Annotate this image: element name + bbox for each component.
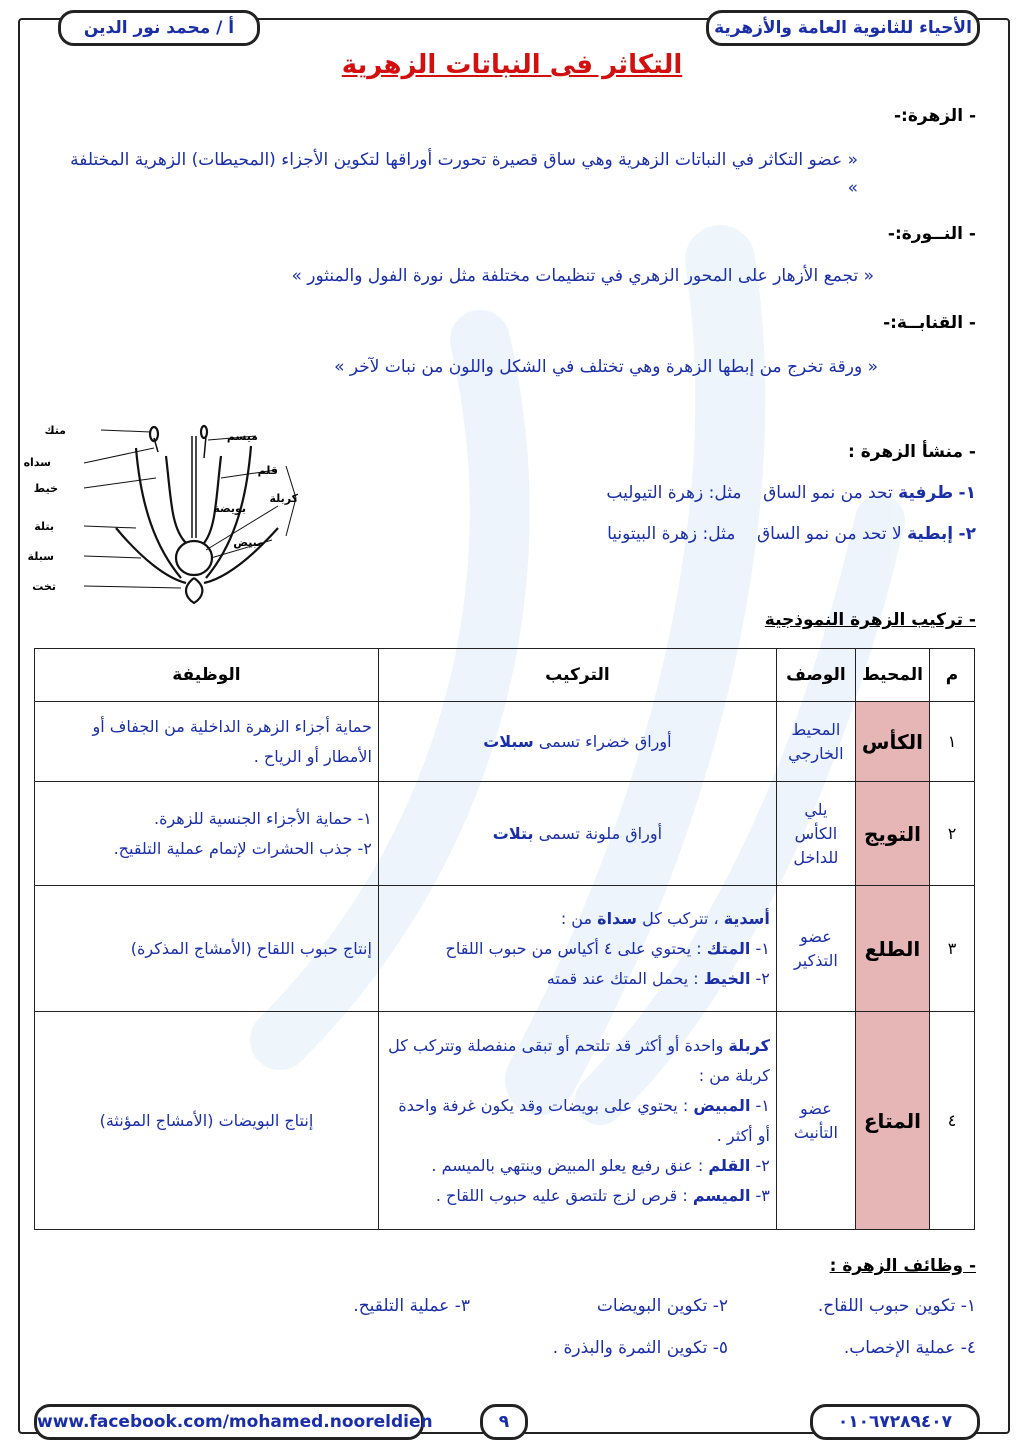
whorl-description: عضو التذكير bbox=[776, 886, 855, 1012]
col-function: الوظيفة bbox=[35, 649, 379, 702]
whorl-description: يلي الكأس للداخل bbox=[776, 782, 855, 886]
footer-page-number: ٩ bbox=[480, 1404, 528, 1440]
label-filament: خيط bbox=[33, 482, 58, 495]
col-description: الوصف bbox=[776, 649, 855, 702]
flower-heading: - الزهرة:- bbox=[893, 106, 976, 126]
header-subject-label: الأحياء للثانوية العامة والأزهرية bbox=[706, 10, 980, 46]
whorl-structure: أوراق ملونة تسمى بتلات bbox=[378, 782, 776, 886]
function-item: ٤- عملية الإخصاب. bbox=[843, 1338, 976, 1358]
footer-facebook-link[interactable]: www.facebook.com/mohamed.nooreldien bbox=[34, 1404, 424, 1440]
label-stigma: ميسم bbox=[226, 430, 258, 443]
structure-heading: - تركيب الزهرة النموذجية bbox=[764, 610, 976, 630]
table-row bbox=[35, 702, 975, 782]
label-anther: متك bbox=[44, 424, 66, 437]
label-carpel: كربلة bbox=[269, 492, 298, 505]
whorl-function: إنتاج حبوب اللقاح (الأمشاج المذكرة) bbox=[35, 886, 379, 1012]
functions-heading: - وظائف الزهرة : bbox=[829, 1256, 976, 1276]
col-number: م bbox=[930, 649, 975, 702]
table-row bbox=[35, 886, 975, 1012]
flower-diagram bbox=[23, 418, 336, 608]
page-title: التكاثر فى النباتات الزهرية bbox=[341, 50, 683, 80]
inflorescence-definition: « تجمع الأزهار على المحور الزهري في تنظيمات مختلفة مثل نورة الفول والمنثور » bbox=[291, 266, 874, 286]
whorl-name: التويج bbox=[855, 782, 929, 886]
whorl-description: عضو التأنيث bbox=[776, 1012, 855, 1230]
whorl-structure: كربلة واحدة أو أكثر قد تلتحم أو تبقى منفصلة وتتركب كل كربلة من : ١- المبيض : يحتوي على بويضات وقد يكون غرفة واحدة أو أكثر . ٢- القلم : عنق رفيع يعلو المبيض وينتهي بالميسم . ٣- الميسم : قرص لزج تلتصق عليه حبوب اللقاح . bbox=[378, 1012, 776, 1230]
origin-item-axillary: ٢- إبطية لا تحد من نمو الساق مثل: زهرة البيتونيا bbox=[607, 524, 976, 544]
bract-heading: - القنابــة:- bbox=[883, 313, 976, 333]
function-item: ٥- تكوين الثمرة والبذرة . bbox=[552, 1338, 728, 1358]
row-number: ٢ bbox=[930, 782, 975, 886]
whorl-name: المتاع bbox=[855, 1012, 929, 1230]
row-number: ١ bbox=[930, 702, 975, 782]
table-header-row bbox=[35, 649, 975, 702]
function-item: ٣- عملية التلقيح. bbox=[353, 1296, 470, 1316]
whorl-structure: أوراق خضراء تسمى سبلات bbox=[378, 702, 776, 782]
flower-definition: « عضو التكاثر في النباتات الزهرية وهي ساق قصيرة تحورت أوراقها لتكوين الأجزاء (المحيطات) الزهرية المختلفة » bbox=[70, 150, 858, 198]
inflorescence-heading: - النــورة:- bbox=[887, 224, 976, 244]
whorl-description: المحيط الخارجي bbox=[776, 702, 855, 782]
row-number: ٤ bbox=[930, 1012, 975, 1230]
row-number: ٣ bbox=[930, 886, 975, 1012]
header-teacher-label: أ / محمد نور الدين bbox=[58, 10, 260, 46]
label-ovule: بويضة bbox=[213, 502, 246, 515]
function-item: ١- تكوين حبوب اللقاح. bbox=[817, 1296, 976, 1316]
whorl-name: الكأس bbox=[855, 702, 929, 782]
footer-phone: ٠١٠٦٧٢٨٩٤٠٧ bbox=[810, 1404, 980, 1440]
col-whorl: المحيط bbox=[855, 649, 929, 702]
whorl-name: الطلع bbox=[855, 886, 929, 1012]
origin-item-terminal: ١- طرفية تحد من نمو الساق مثل: زهرة التيوليب bbox=[606, 483, 976, 503]
whorl-function: إنتاج البويضات (الأمشاج المؤنثة) bbox=[35, 1012, 379, 1230]
whorl-structure: أسدية ، تتركب كل سداة من : ١- المتك : يحتوي على ٤ أكياس من حبوب اللقاح ٢- الخيط : يحمل المتك عند قمته bbox=[378, 886, 776, 1012]
origin-heading: - منشأ الزهرة : bbox=[848, 442, 976, 462]
label-sepal: سبلة bbox=[27, 550, 54, 563]
label-stamen: سداه bbox=[23, 456, 51, 469]
label-petal: بتلة bbox=[34, 520, 54, 533]
label-ovary: مبيض bbox=[233, 536, 264, 549]
table-row bbox=[35, 782, 975, 886]
bract-definition: « ورقة تخرج من إبطها الزهرة وهي تختلف في الشكل واللون من نبات لآخر » bbox=[334, 357, 878, 377]
whorl-function: ١- حماية الأجزاء الجنسية للزهرة. ٢- جذب الحشرات لإتمام عملية التلقيح. bbox=[35, 782, 379, 886]
function-item: ٢- تكوين البويضات bbox=[596, 1296, 728, 1316]
label-receptacle: تخت bbox=[32, 580, 56, 593]
flower-structure-table bbox=[34, 648, 975, 1230]
label-style: قلم bbox=[257, 464, 278, 477]
col-structure: التركيب bbox=[378, 649, 776, 702]
table-row bbox=[35, 1012, 975, 1230]
whorl-function: حماية أجزاء الزهرة الداخلية من الجفاف أو الأمطار أو الرياح . bbox=[35, 702, 379, 782]
